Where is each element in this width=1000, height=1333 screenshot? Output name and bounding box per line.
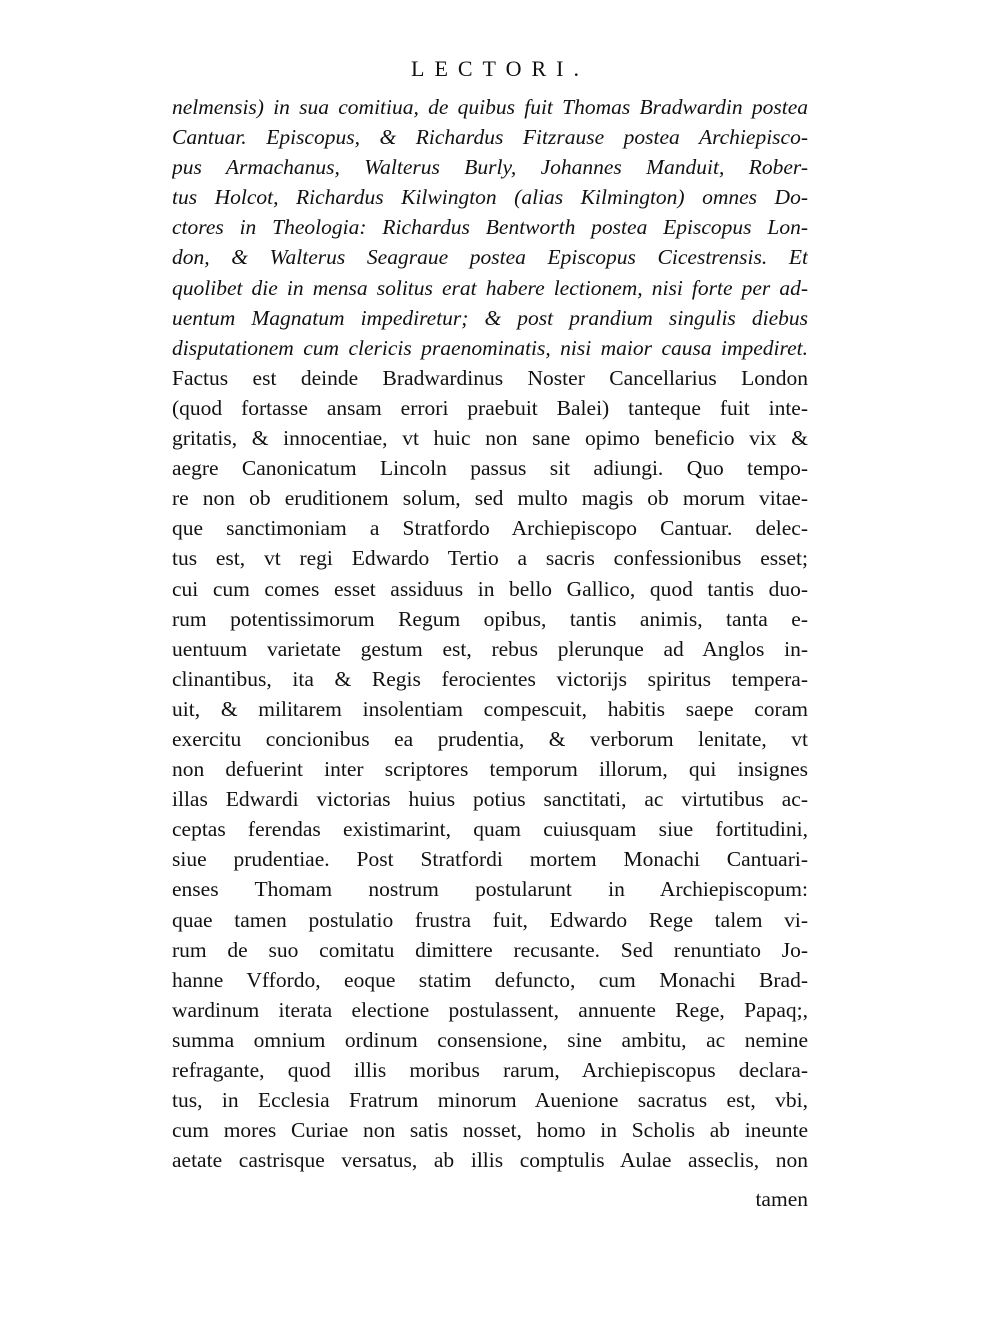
text-line: tus est, vt regi Edwardo Tertio a sacris confessionibus esset; bbox=[172, 546, 808, 571]
text-line: disputationem cum clericis praenominatis, nisi maior causa impediret. bbox=[172, 335, 808, 360]
text-line: exercitu concionibus ea prudentia, & verborum lenitate, vt bbox=[172, 726, 808, 751]
text-line: aetate castrisque versatus, ab illis comptulis Aulae assеclis, non bbox=[172, 1148, 808, 1173]
text-line: non defuerint inter scriptores temporum illorum, qui insignes bbox=[172, 757, 808, 782]
text-line: re non ob eruditionem solum, sed multo magis ob morum vitae- bbox=[172, 486, 808, 511]
text-line: uit, & militarem insolentiam compescuit, habitis saepe coram bbox=[172, 696, 808, 721]
text-line: siue prudentiae. Post Stratfordi mortem Monachi Cantuari- bbox=[172, 847, 808, 872]
text-line: aegre Canonicatum Lincoln passus sit adiungi. Quo tempo- bbox=[172, 456, 808, 481]
text-line: enses Thomam nostrum postularunt in Archiepiscopum: bbox=[172, 877, 808, 902]
text-line: nelmensis) in sua comitiua, de quibus fuit Thomas Bradwardin postea bbox=[172, 95, 808, 119]
text-line: uentuum varietate gestum est, rebus plerunque ad Anglos in- bbox=[172, 636, 808, 661]
text-line: quae tamen postulatio frustra fuit, Edwardo Rege talem vi- bbox=[172, 907, 808, 932]
text-line: pus Armachanus, Walterus Burly, Johannes Manduit, Rober- bbox=[172, 155, 808, 180]
text-line: cum mores Curiae non satis nosset, homo in Scholis ab ineunte bbox=[172, 1118, 808, 1143]
text-line: Cantuar. Episcopus, & Richardus Fitzrause postea Archiepisco- bbox=[172, 125, 808, 150]
text-line: illas Edwardi victorias huius potius sanctitati, ac virtutibus ac- bbox=[172, 787, 808, 812]
text-line: ctores in Theologia: Richardus Bentworth postea Episcopus Lon- bbox=[172, 215, 808, 240]
running-head: LECTORI. bbox=[411, 56, 589, 81]
text-line: don, & Walterus Seagraue postea Episcopus Cicestrensis. Et bbox=[172, 245, 808, 270]
text-line: hanne Vffordo, eoque statim defuncto, cum Monachi Brad- bbox=[172, 967, 808, 992]
text-line: summa omnium ordinum consensione, sine ambitu, ac nemine bbox=[172, 1027, 808, 1052]
text-line: uentum Magnatum impediretur; & post prandium singulis diebus bbox=[172, 305, 808, 330]
text-line: wardinum iterata electione postulassent, annuente Rege, Papaq;, bbox=[172, 997, 808, 1022]
text-line: clinantibus, ita & Regis ferocientes victorijs spiritus tempera- bbox=[172, 666, 808, 691]
text-line: tus, in Ecclesia Fratrum minorum Auenione sacratus est, vbi, bbox=[172, 1088, 808, 1113]
text-line: rum potentissimorum Regum opibus, tantis animis, tanta e- bbox=[172, 606, 808, 631]
text-line: Factus est deinde Bradwardinus Noster Cancellarius London bbox=[172, 365, 808, 390]
text-line: quolibet die in mensa solitus erat habere lectionem, nisi forte per ad- bbox=[172, 275, 808, 300]
body-text bbox=[172, 92, 808, 1175]
text-line: que sanctimoniam a Stratfordo Archiepiscopo Cantuar. delec- bbox=[172, 516, 808, 541]
text-line: cui cum comes esset assiduus in bello Gallico, quod tantis duo- bbox=[172, 576, 808, 601]
text-line: gritatis, & innocentiae, vt huic non sane opimo beneficio vix & bbox=[172, 426, 808, 451]
text-line: refragante, quod illis moribus rarum, Archiepiscopus declara- bbox=[172, 1058, 808, 1082]
catchword: tamen bbox=[755, 1187, 808, 1211]
text-line: ceptas ferendas existimarint, quam cuiusquam siue fortitudini, bbox=[172, 817, 808, 842]
text-line: rum de suo comitatu dimittere recusante. Sed renuntiato Jo- bbox=[172, 937, 808, 962]
text-line: tus Holcot, Richardus Kilwington (alias Kilmington) omnes Do- bbox=[172, 185, 808, 210]
text-line: (quod fortasse ansam errori praebuit Balei) tanteque fuit inte- bbox=[172, 395, 808, 420]
